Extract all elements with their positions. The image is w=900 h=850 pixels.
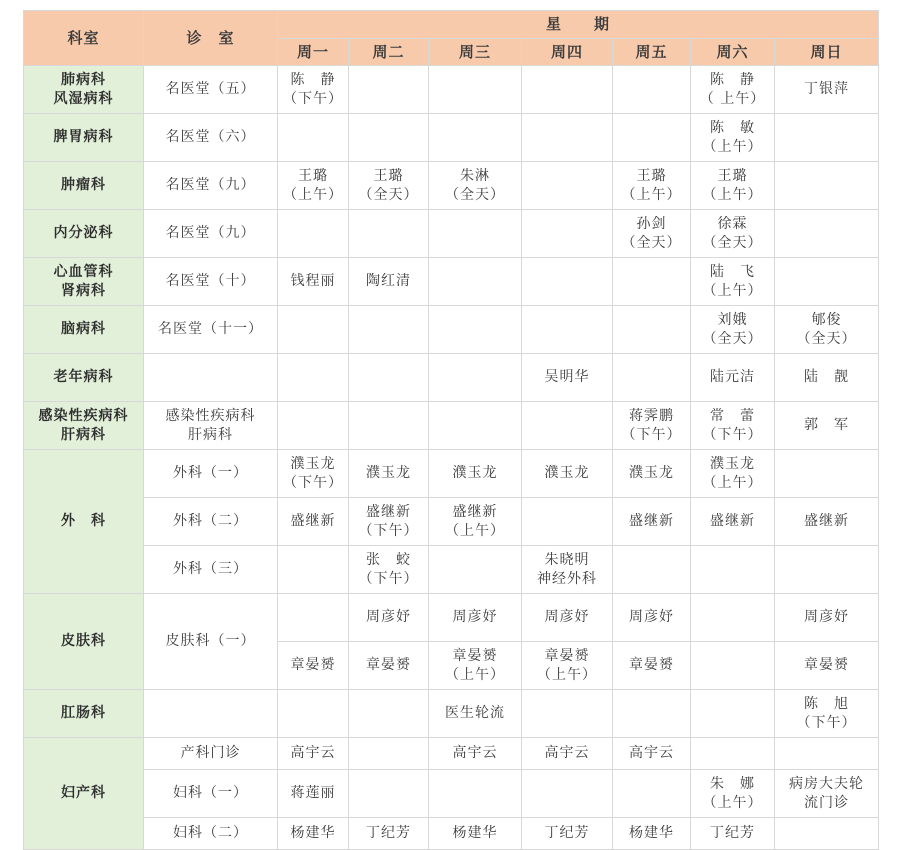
table-row (24, 770, 879, 818)
doctor-line: 医生轮流 (445, 705, 505, 721)
schedule-cell (522, 594, 613, 642)
header-dept: 科室 (24, 11, 144, 66)
schedule-cell (429, 498, 522, 546)
schedule-cell (278, 450, 349, 498)
dept-line: 外 科 (61, 513, 106, 529)
doctor-line: （全天） (358, 186, 419, 203)
doctor-line: 郭 军 (804, 417, 850, 433)
doctor-line: 孙剑 (636, 215, 667, 232)
doctor-line: 周彦妤 (804, 609, 850, 625)
room-cell (144, 690, 278, 738)
dept-cell (24, 450, 144, 594)
dept-cell (24, 594, 144, 690)
schedule-cell (775, 258, 879, 306)
header-day: 周三 (429, 39, 522, 66)
schedule-cell (278, 402, 349, 450)
doctor-line: （下午） (283, 474, 343, 491)
schedule-cell (429, 306, 522, 354)
doctor-line: 神经外科 (537, 570, 597, 587)
schedule-cell (429, 642, 522, 690)
doctor-line: 章晏赟 (452, 647, 498, 664)
header-day: 周五 (613, 39, 691, 66)
schedule-cell (775, 354, 879, 402)
schedule-cell (349, 642, 429, 690)
dept-cell (24, 690, 144, 738)
schedule-cell (691, 66, 775, 114)
room-cell (144, 402, 278, 450)
table-row (24, 498, 879, 546)
schedule-cell (278, 162, 349, 210)
doctor-line: 濮玉龙 (544, 465, 590, 481)
schedule-cell (613, 546, 691, 594)
table-row (24, 402, 879, 450)
schedule-cell (349, 450, 429, 498)
schedule-cell (278, 546, 349, 594)
table-row (24, 114, 879, 162)
doctor-line: 濮玉龙 (710, 455, 755, 472)
doctor-line: 杨建华 (629, 825, 674, 841)
dept-cell (24, 66, 144, 114)
schedule-cell (429, 690, 522, 738)
schedule-cell (429, 594, 522, 642)
room-cell (144, 450, 278, 498)
schedule-cell (278, 690, 349, 738)
doctor-line: 盛继新 (804, 513, 850, 529)
table-row (24, 354, 879, 402)
schedule-cell (429, 402, 522, 450)
table-row (24, 738, 879, 770)
schedule-cell (691, 738, 775, 770)
doctor-line: 濮玉龙 (452, 465, 498, 481)
doctor-line: （上午） (445, 666, 505, 683)
doctor-line: 高宇云 (544, 745, 590, 761)
schedule-cell (691, 690, 775, 738)
doctor-line: 章晏赟 (290, 657, 336, 673)
doctor-line: 丁纪芳 (544, 825, 590, 841)
schedule-cell (613, 306, 691, 354)
doctor-line: 章晏赟 (629, 657, 674, 673)
doctor-line: （上午） (702, 474, 763, 491)
room-line: 名医堂（十） (165, 273, 256, 289)
doctor-line: （ 上午） (699, 90, 766, 107)
dept-cell (24, 738, 144, 850)
schedule-cell (613, 162, 691, 210)
room-cell (144, 770, 278, 818)
doctor-line: （全天） (702, 330, 763, 347)
schedule-cell (278, 770, 349, 818)
doctor-line: （下午） (796, 714, 857, 731)
room-cell (144, 306, 278, 354)
doctor-line: （全天） (796, 330, 857, 347)
doctor-line: 陈 静 (710, 71, 755, 88)
dept-line: 内分泌科 (53, 225, 114, 241)
doctor-line: 钱程丽 (290, 273, 336, 289)
doctor-line: 濮玉龙 (366, 465, 411, 481)
doctor-line: （上午） (537, 666, 597, 683)
schedule-cell (613, 258, 691, 306)
doctor-line: 病房大夫轮 (789, 775, 865, 792)
header-day: 周日 (775, 39, 879, 66)
schedule-cell (349, 354, 429, 402)
doctor-line: 丁银萍 (804, 81, 850, 97)
room-line: 名医堂（十一） (158, 321, 263, 337)
schedule-cell (775, 210, 879, 258)
schedule-cell (775, 498, 879, 546)
schedule-cell (691, 498, 775, 546)
doctor-line: （上午） (702, 794, 763, 811)
doctor-line: 陆元洁 (710, 369, 755, 385)
dept-line: 肺病科 (61, 71, 106, 88)
schedule-cell (775, 770, 879, 818)
doctor-line: （全天） (702, 234, 763, 251)
doctor-line: 章晏赟 (544, 647, 590, 664)
schedule-cell (775, 594, 879, 642)
dept-line: 皮肤科 (61, 633, 106, 649)
room-cell (144, 258, 278, 306)
doctor-line: 盛继新 (452, 503, 498, 520)
room-line: 妇科（一） (173, 785, 248, 801)
doctor-line: 盛继新 (290, 513, 336, 529)
dept-line: 感染性疾病科 (38, 407, 129, 424)
doctor-line: 陆 飞 (710, 263, 755, 280)
schedule-cell (278, 498, 349, 546)
doctor-line: 周彦妤 (629, 609, 674, 625)
doctor-line: （全天） (445, 186, 505, 203)
dept-line: 脑病科 (61, 321, 106, 337)
doctor-line: 陈 旭 (804, 695, 850, 712)
room-cell (144, 66, 278, 114)
schedule-cell (691, 162, 775, 210)
room-cell (144, 354, 278, 402)
doctor-line: （下午） (702, 426, 763, 443)
schedule-cell (691, 546, 775, 594)
schedule-cell (775, 642, 879, 690)
room-line: 感染性疾病科 (165, 407, 256, 424)
schedule-cell (349, 258, 429, 306)
doctor-line: 高宇云 (290, 745, 336, 761)
schedule-cell (691, 594, 775, 642)
schedule-cell (613, 690, 691, 738)
table-row (24, 210, 879, 258)
schedule-cell (613, 210, 691, 258)
header-day: 周四 (522, 39, 613, 66)
schedule-cell (691, 354, 775, 402)
schedule-cell (349, 402, 429, 450)
schedule-cell (349, 738, 429, 770)
schedule-cell (613, 66, 691, 114)
table-row (24, 66, 879, 114)
room-line: 外科（二） (173, 513, 248, 529)
schedule-cell (349, 66, 429, 114)
schedule-cell (522, 450, 613, 498)
room-line: 妇科（二） (173, 825, 248, 841)
schedule-cell (522, 162, 613, 210)
schedule-cell (522, 498, 613, 546)
doctor-line: （下午） (358, 570, 419, 587)
schedule-cell (522, 546, 613, 594)
dept-cell (24, 258, 144, 306)
dept-cell (24, 162, 144, 210)
room-line: 名医堂（五） (165, 81, 256, 97)
doctor-line: 郇俊 (811, 311, 842, 328)
doctor-line: 陶红清 (366, 273, 411, 289)
dept-cell (24, 354, 144, 402)
doctor-line: （上午） (702, 186, 763, 203)
table-row (24, 546, 879, 594)
doctor-line: 丁纪芳 (366, 825, 411, 841)
schedule-cell (522, 402, 613, 450)
doctor-line: 吴明华 (544, 369, 590, 385)
schedule-cell (278, 210, 349, 258)
dept-line: 老年病科 (53, 369, 114, 385)
room-cell (144, 738, 278, 770)
room-line: 名医堂（九） (165, 177, 256, 193)
schedule-cell (613, 402, 691, 450)
schedule-cell (349, 770, 429, 818)
dept-cell (24, 114, 144, 162)
schedule-cell (349, 546, 429, 594)
header-room: 诊 室 (144, 11, 278, 66)
schedule-cell (775, 690, 879, 738)
schedule-cell (613, 642, 691, 690)
doctor-line: （下午） (621, 426, 682, 443)
dept-line: 肿瘤科 (61, 177, 106, 193)
dept-line: 妇产科 (61, 785, 106, 801)
header-week: 星 期 (278, 11, 879, 39)
schedule-cell (613, 738, 691, 770)
dept-line: 肝病科 (61, 426, 106, 443)
schedule-cell (429, 66, 522, 114)
doctor-line: 陆 靓 (804, 369, 850, 385)
room-line: 外科（三） (173, 561, 248, 577)
doctor-line: 濮玉龙 (290, 455, 336, 472)
room-cell (144, 594, 278, 690)
doctor-line: 章晏赟 (366, 657, 411, 673)
schedule-cell (522, 210, 613, 258)
schedule-cell (613, 498, 691, 546)
doctor-line: 蒋莲丽 (290, 785, 336, 801)
dept-line: 肛肠科 (61, 705, 106, 721)
doctor-line: 周彦妤 (544, 609, 590, 625)
dept-cell (24, 306, 144, 354)
doctor-line: 刘娥 (717, 311, 748, 328)
dept-line: 心血管科 (53, 263, 114, 280)
schedule-cell (429, 546, 522, 594)
table-row (24, 162, 879, 210)
doctor-line: 流门诊 (804, 794, 850, 811)
table-row (24, 690, 879, 738)
room-cell (144, 546, 278, 594)
doctor-line: 盛继新 (366, 503, 411, 520)
doctor-line: 丁纪芳 (710, 825, 755, 841)
schedule-cell (349, 690, 429, 738)
schedule-cell (691, 210, 775, 258)
schedule-cell (775, 66, 879, 114)
doctor-line: 盛继新 (629, 513, 674, 529)
schedule-cell (522, 306, 613, 354)
schedule-cell (278, 258, 349, 306)
doctor-line: 王璐 (298, 167, 328, 184)
schedule-cell (349, 162, 429, 210)
schedule-cell (349, 114, 429, 162)
doctor-line: 徐霖 (717, 215, 748, 232)
schedule-cell (775, 114, 879, 162)
schedule-cell (429, 114, 522, 162)
doctor-line: 高宇云 (452, 745, 498, 761)
schedule-cell (349, 306, 429, 354)
doctor-line: 高宇云 (629, 745, 674, 761)
schedule-cell (691, 114, 775, 162)
schedule-cell (278, 738, 349, 770)
schedule-cell (775, 450, 879, 498)
doctor-line: 朱淋 (460, 167, 490, 184)
schedule-cell (613, 354, 691, 402)
schedule-cell (278, 642, 349, 690)
schedule-cell (522, 354, 613, 402)
doctor-line: 朱晓明 (544, 551, 590, 568)
doctor-line: 濮玉龙 (629, 465, 674, 481)
doctor-line: 蒋霁鹏 (629, 407, 674, 424)
room-line: 名医堂（六） (165, 129, 256, 145)
schedule-body (24, 66, 879, 850)
schedule-cell (522, 690, 613, 738)
schedule-cell (613, 114, 691, 162)
schedule-cell (278, 114, 349, 162)
schedule-cell (775, 162, 879, 210)
doctor-line: 盛继新 (710, 513, 755, 529)
schedule-cell (429, 738, 522, 770)
doctor-line: 周彦妤 (366, 609, 411, 625)
header-day: 周一 (278, 39, 349, 66)
schedule-cell (613, 594, 691, 642)
schedule-cell (522, 770, 613, 818)
room-cell (144, 498, 278, 546)
dept-line: 脾胃病科 (53, 129, 114, 145)
schedule-cell (522, 114, 613, 162)
schedule-cell (429, 162, 522, 210)
schedule-cell (429, 770, 522, 818)
doctor-line: 张 蛟 (366, 551, 411, 568)
doctor-line: 常 蕾 (710, 407, 755, 424)
room-cell (144, 210, 278, 258)
table-row (24, 306, 879, 354)
schedule-cell (522, 738, 613, 770)
doctor-line: 杨建华 (452, 825, 498, 841)
room-line: 皮肤科（一） (165, 633, 256, 649)
outpatient-schedule-table (23, 10, 879, 850)
room-line: 肝病科 (188, 426, 233, 443)
dept-line: 肾病科 (61, 282, 106, 299)
doctor-line: 陈 敏 (710, 119, 755, 136)
schedule-cell (775, 402, 879, 450)
doctor-line: 周彦妤 (452, 609, 498, 625)
dept-cell (24, 402, 144, 450)
schedule-cell (522, 66, 613, 114)
doctor-line: （上午） (621, 186, 682, 203)
schedule-cell (429, 210, 522, 258)
dept-cell (24, 210, 144, 258)
doctor-line: （上午） (445, 522, 505, 539)
schedule-cell (691, 450, 775, 498)
table-row (24, 258, 879, 306)
doctor-line: （下午） (283, 90, 343, 107)
table-row (24, 450, 879, 498)
room-cell (144, 114, 278, 162)
doctor-line: 陈 静 (290, 71, 336, 88)
doctor-line: 王璐 (636, 167, 667, 184)
schedule-cell (775, 546, 879, 594)
room-cell (144, 162, 278, 210)
schedule-cell (522, 642, 613, 690)
doctor-line: 王璐 (373, 167, 404, 184)
doctor-line: 王璐 (717, 167, 748, 184)
schedule-cell (278, 354, 349, 402)
header-day: 周六 (691, 39, 775, 66)
schedule-cell (278, 306, 349, 354)
doctor-line: （全天） (621, 234, 682, 251)
schedule-cell (349, 210, 429, 258)
doctor-line: 朱 娜 (710, 775, 755, 792)
doctor-line: 杨建华 (290, 825, 336, 841)
schedule-cell (429, 258, 522, 306)
schedule-cell (613, 450, 691, 498)
schedule-cell (278, 594, 349, 642)
doctor-line: （上午） (702, 282, 763, 299)
schedule-cell (429, 450, 522, 498)
doctor-line: （下午） (358, 522, 419, 539)
table-row (24, 594, 879, 642)
room-line: 产科门诊 (180, 745, 241, 761)
header-day: 周二 (349, 39, 429, 66)
schedule-cell (522, 258, 613, 306)
room-line: 名医堂（九） (165, 225, 256, 241)
doctor-line: （上午） (283, 186, 343, 203)
schedule-cell (349, 594, 429, 642)
doctor-line: 章晏赟 (804, 657, 850, 673)
dept-line: 风湿病科 (53, 90, 114, 107)
doctor-line: （上午） (702, 138, 763, 155)
schedule-cell (775, 738, 879, 770)
schedule-cell (691, 642, 775, 690)
schedule-cell (691, 770, 775, 818)
schedule-cell (429, 354, 522, 402)
schedule-cell (278, 66, 349, 114)
schedule-cell (691, 306, 775, 354)
schedule-cell (613, 770, 691, 818)
schedule-cell (691, 402, 775, 450)
room-line: 外科（一） (173, 465, 248, 481)
schedule-cell (775, 306, 879, 354)
schedule-cell (349, 498, 429, 546)
schedule-cell (691, 258, 775, 306)
